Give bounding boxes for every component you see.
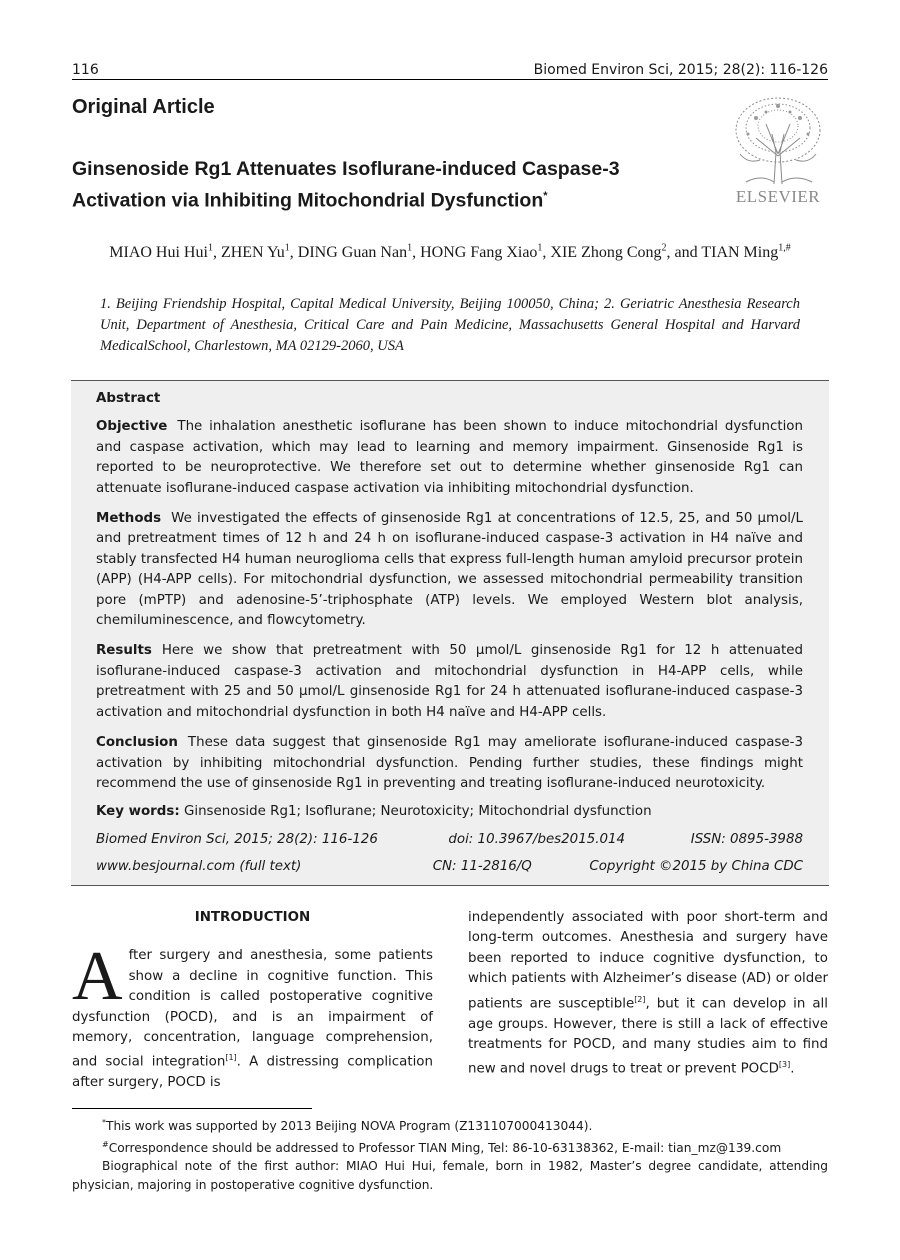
issn: ISSN: 0895-3988 — [690, 831, 803, 847]
header-rule — [72, 79, 828, 80]
publisher-row — [96, 857, 803, 877]
column-left — [72, 908, 433, 1094]
footnotes — [72, 1114, 828, 1194]
citation-row — [96, 830, 803, 850]
copyright: Copyright ©2015 by China CDC — [589, 859, 803, 875]
journal-reference: Biomed Environ Sci, 2015; 28(2): 116-126 — [533, 62, 828, 78]
title-footnote-mark: * — [543, 190, 548, 202]
title-line-2: Activation via Inhibiting Mitochondrial Dysfunction* — [72, 189, 548, 212]
author-list — [72, 243, 828, 262]
footnote-biography: Biographical note of the first author: MIAO Hui Hui, female, born in 1982, Master’s degree candidate, attending physician, majoring in postoperative cognitive dysfunction. — [72, 1159, 828, 1192]
page-number: 116 — [72, 62, 99, 78]
reference-2[interactable]: [2] — [634, 994, 646, 1004]
footnote-rule — [72, 1108, 312, 1109]
footnote-correspondence: #Correspondence should be addressed to Professor TIAN Ming, Tel: 86-10-63138362, E-mail: tian_mz@139.com — [102, 1139, 782, 1155]
column-right: independently associated with poor short-term and long-term outcomes. Anesthesia and surgery have been reported to induce cognitive dysfunction, to which patients with Alzheimer’s disease (AD) or older patients are susceptible[2], but it can develop in all age groups. However, there is still a lack of effective treatments for POCD, and many studies aim to find new and novel drugs to treat or prevent POCD[3]. — [468, 910, 828, 1077]
footnote-funding: *This work was supported by 2013 Beijing NOVA Program (Z131107000413044). — [102, 1118, 593, 1134]
doi: doi: 10.3967/bes2015.014 — [448, 831, 626, 847]
abstract-box — [71, 380, 829, 886]
author: HONG Fang Xiao$^1$, — [420, 243, 551, 262]
introduction-paragraph: After surgery and anesthesia, some patients show a decline in cognitive function. This condition is called postoperative cognitive dysfunction (POCD), and is an impairment of memory, concentration, language comprehension, and social integration[1]. A distressing complication after surgery, POCD is — [72, 938, 433, 1091]
elsevier-logo — [726, 94, 830, 204]
affiliations: 1. Beijing Friendship Hospital, Capital Medical University, Beijing 100050, China; 2. Geriatric Anesthesia Research Unit, Department of Anesthesia, Critical Care and Pain Medicine, Massachusetts General Hospital and Harvard MedicalSchool, Charlestown, MA 02129-2060, USA — [100, 296, 800, 354]
article-type: Original Article — [72, 96, 215, 118]
cn-number: CN: 11-2816/Q — [432, 859, 532, 875]
author: XIE Zhong Cong$^2$, and — [550, 243, 702, 262]
abstract-results: Results Here we show that pretreatment with 50 μmol/L ginsenoside Rg1 for 12 h attenuated isoflurane-induced caspase-3 activation and mitochondrial dysfunction in H4-APP cells, while pretreatment with 25 and 50 μmol/L ginsenoside Rg1 for 24 h attenuated isoflurane-induced caspase-3 activation and mitochondrial dysfunction in both H4 naïve and H4-APP cells. — [96, 643, 803, 720]
reference-3[interactable]: [3] — [778, 1060, 791, 1070]
author: ZHEN Yu$^1$, — [220, 243, 298, 262]
title-line-1: Ginsenoside Rg1 Attenuates Isoflurane-induced Caspase-3 — [72, 158, 620, 180]
abstract-methods: Methods We investigated the effects of ginsenoside Rg1 at concentrations of 12.5, 25, and 50 μmol/L and pretreatment times of 12 h and 24 h on isoflurane-induced caspase-3 activation in H4 naïve and stably transfected H4 human neuroglioma cells that express full-length human amyloid precursor protein (APP) (H4-APP cells). For mitochondrial dysfunction, we assessed mitochondrial permeability transition pore (mPTP) and adenosine-5’-triphosphate (ATP) levels. We employed Western blot analysis, chemiluminescence, and flowcytometry. — [96, 511, 803, 629]
keywords: Key words: Ginsenoside Rg1; Isoflurane; Neurotoxicity; Mitochondrial dysfunction — [96, 804, 652, 820]
author: MIAO Hui Hui$^1$, — [109, 243, 221, 262]
reference-1[interactable]: [1] — [225, 1053, 237, 1063]
article-title — [72, 156, 692, 215]
abstract-objective: Objective The inhalation anesthetic isoflurane has been shown to induce mitochondrial dysfunction and caspase activation, which may lead to learning and memory impairment. Ginsenoside Rg1 is reported to be neuroprotective. We therefore set out to determine whether ginsenoside Rg1 can attenuate isoflurane-induced caspase activation via inhibiting mitochondrial dysfunction. — [96, 419, 803, 496]
drop-cap: A — [72, 938, 123, 1016]
website-link[interactable]: www.besjournal.com (full text) — [96, 859, 302, 875]
elsevier-tree-icon — [726, 94, 830, 186]
abstract-conclusion: Conclusion These data suggest that ginsenoside Rg1 may ameliorate isoflurane-induced caspase-3 activation by inhibiting mitochondrial dysfunction. Pending further studies, these findings might recommend the use of ginsenoside Rg1 in preventing and treating isoflurane-induced neurotoxicity. — [96, 735, 803, 791]
citation: Biomed Environ Sci, 2015; 28(2): 116-126 — [96, 831, 378, 847]
elsevier-wordmark: ELSEVIER — [735, 187, 821, 206]
introduction-heading: INTRODUCTION — [194, 910, 311, 925]
author: DING Guan Nan$^1$, — [297, 243, 421, 262]
author: TIAN Ming$^{1,\#}$ — [701, 243, 791, 262]
abstract-heading: Abstract — [96, 391, 161, 406]
